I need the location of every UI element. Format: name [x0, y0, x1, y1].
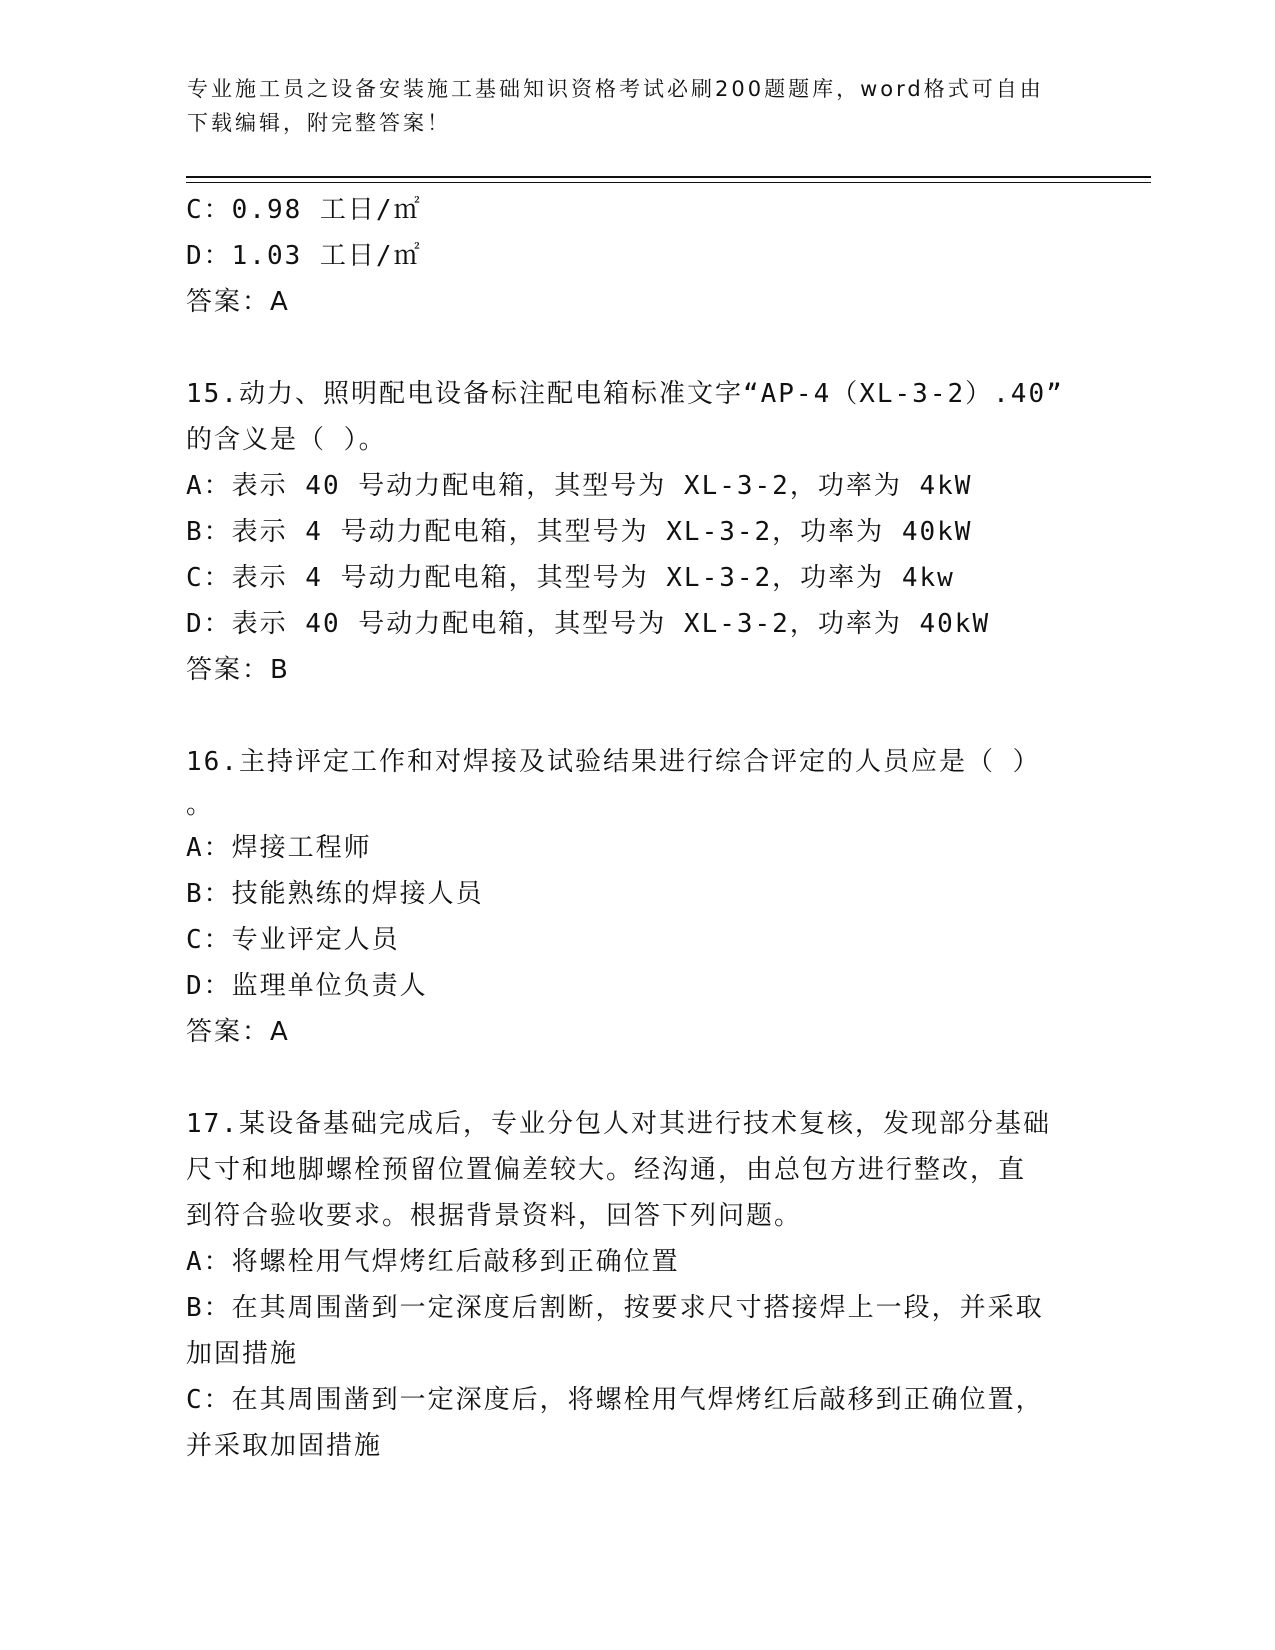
document-body	[186, 187, 1106, 1469]
option-c: C：在其周围凿到一定深度后，将螺栓用气焊烤红后敲移到正确位置，	[186, 1385, 1044, 1415]
question-stem-line-2: 的含义是（ ）。	[186, 425, 387, 455]
option-c: C：0.98 工日/㎡	[186, 195, 422, 225]
option-b-continued: 加固措施	[186, 1339, 299, 1369]
option-a: A：焊接工程师	[186, 833, 372, 863]
question-stem-line-1: 16.主持评定工作和对焊接及试验结果进行综合评定的人员应是（ ）	[186, 747, 1041, 777]
spacer	[186, 693, 1106, 739]
question-15	[186, 371, 1106, 693]
option-b: B：技能熟练的焊接人员	[186, 879, 484, 909]
question-14	[186, 187, 1106, 325]
question-stem-line-1: 15.动力、照明配电设备标注配电箱标准文字“AP-4（XL-3-2）.40”	[186, 379, 1064, 409]
question-stem-line-3: 到符合验收要求。根据背景资料，回答下列问题。	[186, 1201, 803, 1231]
answer-line: 答案：A	[186, 1017, 290, 1047]
option-a: A：表示 40 号动力配电箱，其型号为 XL-3-2，功率为 4kW	[186, 471, 973, 501]
spacer	[186, 325, 1106, 371]
option-d: D：1.03 工日/㎡	[186, 241, 422, 271]
option-a: A：将螺栓用气焊烤红后敲移到正确位置	[186, 1247, 680, 1277]
answer-line: 答案：A	[186, 287, 290, 317]
option-c-continued: 并采取加固措施	[186, 1431, 383, 1461]
option-d: D：表示 40 号动力配电箱，其型号为 XL-3-2，功率为 40kW	[186, 609, 991, 639]
answer-line: 答案：B	[186, 655, 290, 685]
document-header	[187, 72, 1087, 140]
question-16	[186, 739, 1106, 1055]
option-b: B：在其周围凿到一定深度后割断，按要求尺寸搭接焊上一段，并采取	[186, 1293, 1044, 1323]
option-c: C：表示 4 号动力配电箱，其型号为 XL-3-2，功率为 4kw	[186, 563, 955, 593]
question-stem-line-2: 尺寸和地脚螺栓预留位置偏差较大。经沟通，由总包方进行整改，直	[186, 1155, 1027, 1185]
header-line-2: 下载编辑，附完整答案！	[187, 111, 451, 135]
question-stem-line-2: 。	[186, 790, 215, 820]
question-17	[186, 1101, 1106, 1469]
header-divider-thin	[186, 182, 1151, 183]
option-b: B：表示 4 号动力配电箱，其型号为 XL-3-2，功率为 40kW	[186, 517, 973, 547]
option-d: D：监理单位负责人	[186, 971, 428, 1001]
header-line-1: 专业施工员之设备安装施工基础知识资格考试必刷200题题库，word格式可自由	[187, 77, 1044, 101]
option-c: C：专业评定人员	[186, 925, 400, 955]
header-divider-thick	[186, 176, 1151, 178]
question-stem-line-1: 17.某设备基础完成后，专业分包人对其进行技术复核，发现部分基础	[186, 1109, 1051, 1139]
spacer	[186, 1055, 1106, 1101]
